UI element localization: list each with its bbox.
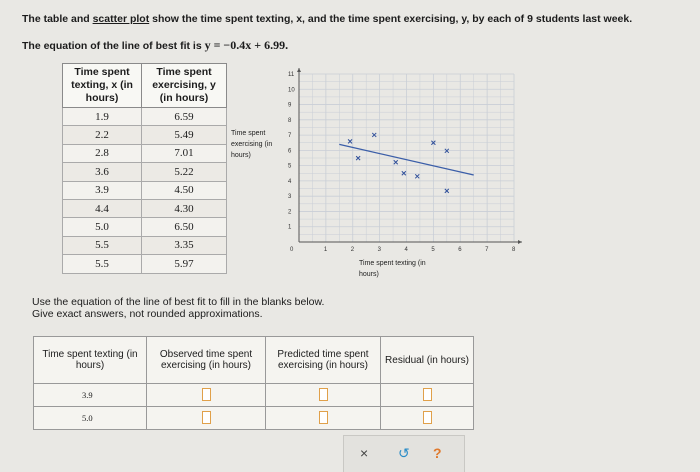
col-header-y: Time spent exercising, y (in hours) <box>142 64 227 108</box>
x-tick-label: 0 <box>290 247 294 253</box>
x-tick-label: 7 <box>485 247 489 253</box>
instructions: Use the equation of the line of best fit to fill in the blanks below. Give exact answers, not rounded approximations. <box>32 296 325 320</box>
x-axis-label: Time spent texting (in hours) <box>359 260 426 278</box>
y-tick-label: 7 <box>288 133 292 140</box>
cell-texting: 1.9 <box>63 108 142 126</box>
answer-table <box>33 336 474 430</box>
ans-header-observed: Observed time spent exercising (in hours) <box>147 337 266 384</box>
cell-texting: 2.2 <box>63 126 142 144</box>
help-button[interactable]: ? <box>433 445 442 461</box>
y-tick-label: 9 <box>288 102 292 109</box>
col-header-x: Time spent texting, x (in hours) <box>63 64 142 108</box>
best-fit-equation: y = −0.4x + 6.99. <box>204 38 289 52</box>
problem-statement: The table and scatter plot show the time spent texting, x, and the time spent exercising, y, by each of 9 students last week. <box>22 13 633 25</box>
y-tick-label: 8 <box>288 117 292 124</box>
predicted-input[interactable] <box>319 388 328 401</box>
cell-exercising: 3.35 <box>142 236 227 254</box>
cell-exercising: 6.59 <box>142 108 227 126</box>
y-axis-arrow <box>297 68 301 72</box>
undo-button[interactable]: ↺ <box>398 445 410 461</box>
y-tick-label: 4 <box>288 178 292 185</box>
y-tick-label: 1 <box>288 224 292 231</box>
residual-input[interactable] <box>423 388 432 401</box>
x-axis-arrow <box>518 240 522 244</box>
equation-statement: The equation of the line of best fit is y = −0.4x + 6.99. <box>22 38 289 52</box>
cell-exercising: 4.30 <box>142 199 227 217</box>
x-tick-label: 8 <box>512 247 516 253</box>
scatter-plot <box>222 62 522 287</box>
data-point <box>415 174 419 178</box>
answer-row <box>34 384 474 407</box>
x-tick-label: 5 <box>431 247 435 253</box>
cell-exercising: 4.50 <box>142 181 227 199</box>
cell-exercising: 5.97 <box>142 255 227 273</box>
answer-row-x: 5.0 <box>34 407 147 430</box>
cell-exercising: 5.49 <box>142 126 227 144</box>
y-tick-label: 3 <box>288 194 292 201</box>
y-axis-label: Time spent exercising (in hours) <box>231 130 273 159</box>
residual-input[interactable] <box>423 411 432 424</box>
observed-input[interactable] <box>202 388 211 401</box>
ans-header-predicted: Predicted time spent exercising (in hours) <box>266 337 381 384</box>
cell-exercising: 6.50 <box>142 218 227 236</box>
x-tick-label: 4 <box>404 247 408 253</box>
data-table <box>62 63 227 274</box>
cell-texting: 5.5 <box>63 236 142 254</box>
y-tick-label: 2 <box>288 209 292 216</box>
data-row <box>63 218 227 236</box>
x-tick-label: 6 <box>458 247 462 253</box>
cell-texting: 5.5 <box>63 255 142 273</box>
y-tick-label: 10 <box>288 87 295 94</box>
cell-texting: 3.6 <box>63 163 142 181</box>
data-row <box>63 126 227 144</box>
data-row <box>63 199 227 217</box>
y-tick-label: 6 <box>288 148 292 155</box>
data-row <box>63 108 227 126</box>
data-point <box>394 160 398 164</box>
cell-exercising: 5.22 <box>142 163 227 181</box>
cell-texting: 2.8 <box>63 144 142 162</box>
x-tick-label: 1 <box>323 247 328 253</box>
answer-row <box>34 407 474 430</box>
cell-texting: 5.0 <box>63 218 142 236</box>
data-row <box>63 163 227 181</box>
answer-toolbar <box>343 435 465 472</box>
x-tick-label: 3 <box>377 247 381 253</box>
clear-button[interactable]: × <box>360 445 369 461</box>
predicted-input[interactable] <box>319 411 328 424</box>
ans-header-residual: Residual (in hours) <box>381 337 474 384</box>
scatter-plot-svg <box>222 62 522 287</box>
scatter-plot-link[interactable]: scatter plot <box>92 13 150 25</box>
y-tick-label: 11 <box>288 72 295 78</box>
data-row <box>63 236 227 254</box>
data-row <box>63 144 227 162</box>
y-tick-label: 5 <box>288 163 292 170</box>
x-tick-label: 2 <box>350 247 355 253</box>
cell-texting: 3.9 <box>63 181 142 199</box>
cell-texting: 4.4 <box>63 199 142 217</box>
answer-row-x: 3.9 <box>34 384 147 407</box>
data-row <box>63 181 227 199</box>
data-row <box>63 255 227 273</box>
ans-header-x: Time spent texting (in hours) <box>34 337 147 384</box>
cell-exercising: 7.01 <box>142 144 227 162</box>
observed-input[interactable] <box>202 411 211 424</box>
